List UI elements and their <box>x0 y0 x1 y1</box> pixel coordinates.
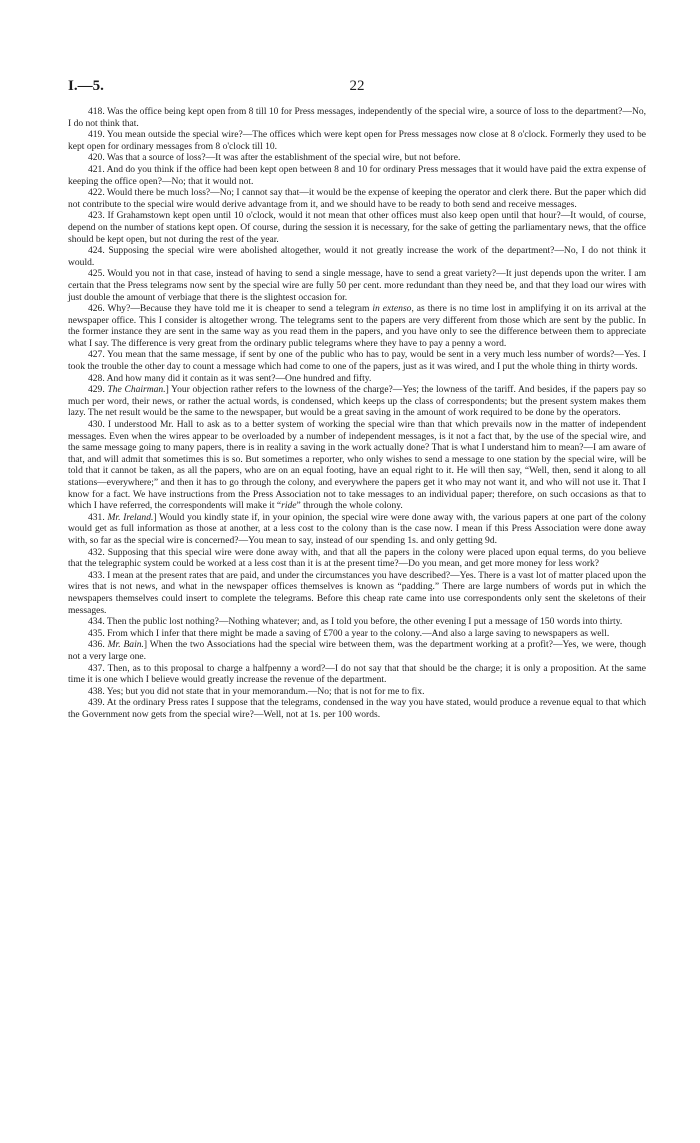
paragraph-18: 435. From which I infer that there might be made a saving of £700 a year to the colony.—And also a large saving to newspapers as well. <box>88 627 610 639</box>
paragraph-19: 436. Mr. Bain.] When the two Associations had the special wire between them, was the department working at a profit?—Yes, we were, though not a very large one. <box>68 639 646 662</box>
paragraph-8: 425. Would you not in that case, instead of having to send a single message, have to send a great variety?—It just depends upon the writer. I am certain that the Press telegrams now sent by the special wire are fully 50 per cent. more redundant than they need be, and that they load our wires with just double the amount of verbiage that there is the slightest occasion for. <box>68 268 646 303</box>
page-header <box>68 78 646 100</box>
paragraph-14: 431. Mr. Ireland.] Would you kindly state if, in your opinion, the special wire were done away with, the various papers at one part of the colony would get as full information as those at another, at a less cost to the colony than is the case now. I mean if this Press Association were done away with, so far as the special wire is concerned?—You mean to say, instead of our spending 1s. and only getting 9d. <box>68 511 647 546</box>
paragraph-2: 419. You mean outside the special wire?—The offices which were kept open for Press messages now close at 8 o'clock. Formerly they used to be kept open for ordinary messages from 8 o'clock till 10. <box>68 129 646 152</box>
paragraph-7: 424. Supposing the special wire were abolished altogether, would it not greatly increase the work of the department?—No, I do not think it would. <box>68 245 646 268</box>
paragraph-13: 430. I understood Mr. Hall to ask as to a better system of working the special wire than that which prevails now in the matter of independent messages. Even when the wires appear to be overloaded by a number of independent messages, is it not a fact that, by the use of the special wire, and the same message going to many papers, there is in reality a saving in the work actually done? That is what I understand him to mean?—I am aware of that, and will admit that sometimes this is so. But sometimes a reporter, who only wishes to send a message to one station by the special wire, will be told that it cannot be taken, as all the papers, who are on an equal footing, have an equal right to it. He will then say, “Well, then, send it along to all stations—everywhere;” and then it has to go through the colony, and everywhere the papers get it who may not want it, and who will not use it. That I know for a fact. We have instructions from the Press Association not to take messages to an individual paper; therefore, on such occasions as that to which I have referred, the correspondents will make it “ride” through the whole colony. <box>68 419 646 512</box>
paragraph-9: 426. Why?—Because they have told me it is cheaper to send a telegram in extenso, as there is no time lost in amplifying it on its arrival at the newspaper office. This I consider is altogether wrong. The telegrams sent to the papers are very different from those which are sent by the public. In the former instance they are sent in the same way as you read them in the papers, and you have only to see the difference between them to appreciate what I say. The difference is very great from the ordinary public telegrams where they have to pay a penny a word. <box>68 303 646 349</box>
paragraph-16: 433. I mean at the present rates that are paid, and under the circumstances you have described?—Yes. There is a vast lot of matter placed upon the wires that is not news, and what in the newspaper offices themselves is known as “padding.” There are large numbers of words put in which the newspapers themselves could insert to complete the telegrams. Before this cheap rate came into use correspondents only sent the skeletons of their messages. <box>68 569 646 616</box>
page-number: 22 <box>349 78 365 94</box>
evidence-body <box>68 106 646 720</box>
paragraph-11: 428. And how many did it contain as it was sent?—One hundred and fifty. <box>88 372 372 384</box>
paragraph-6: 423. If Grahamstown kept open until 10 o'clock, would it not mean that other offices must also keep open until that hour?—It would, of course, depend on the number of stations kept open. Of course, during the session it is necessary, for the sake of getting the parliamentary news, that the office should be kept open, but not during the rest of the year. <box>68 210 646 245</box>
paragraph-17: 434. Then the public lost nothing?—Nothing whatever; and, as I told you before, the other evening I put a message of 150 words into thirty. <box>88 616 623 628</box>
paragraph-4: 421. And do you think if the office had been kept open between 8 and 10 for ordinary Press messages that it would have paid the extra expense of keeping the office open?—No; that it would not. <box>68 163 646 187</box>
paragraph-22: 439. At the ordinary Press rates I suppose that the telegrams, condensed in the way you have stated, would produce a revenue equal to that which the Government now gets from the special wire?—Well, not at 1s. per 100 words. <box>68 697 646 720</box>
paragraph-5: 422. Would there be much loss?—No; I cannot say that—it would be the expense of keeping the operator and clerk there. But the paper which did not contribute to the special wire would derive advantage from it, and we should have to be ready to both send and receive messages. <box>68 187 646 210</box>
paragraph-21: 438. Yes; but you did not state that in your memorandum.—No; that is not for me to fix. <box>88 685 425 697</box>
paragraph-12: 429. The Chairman.] Your objection rather refers to the lowness of the charge?—Yes; the lowness of the tariff. And besides, if the papers pay so much per word, their news, or rather the actual words, is condensed, which keeps up the class of correspondents; but the present system makes them lazy. The net result would be the same to the newspaper, but would be a great saving in the amount of work required to be done by the operators. <box>68 384 646 419</box>
paragraph-3: 420. Was that a source of loss?—It was after the establishment of the special wire, but not before. <box>88 152 461 164</box>
paragraph-20: 437. Then, as to this proposal to charge a halfpenny a word?—I do not say that that should be the charge; it is only a proposition. At the same time it is one which I believe would greatly increase the revenue of the department. <box>68 662 646 686</box>
document-reference: I.—5. <box>68 78 104 94</box>
paragraph-10: 427. You mean that the same message, if sent by one of the public who has to pay, would be sent in a very much less number of words?—Yes. I took the trouble the other day to count a message which had come to one of the papers, just as it was wired, and I put the whole thing in thirty words. <box>68 349 646 373</box>
paragraph-1: 418. Was the office being kept open from 8 till 10 for Press messages, independently of the special wire, a source of loss to the department?—No, I do not think that. <box>68 106 646 129</box>
paragraph-15: 432. Supposing that this special wire were done away with, and that all the papers in the colony were placed upon equal terms, do you believe that the telegraphic system could be worked at a less cost than it is at the present time?—Do you mean, and get more money for less work? <box>68 546 646 570</box>
